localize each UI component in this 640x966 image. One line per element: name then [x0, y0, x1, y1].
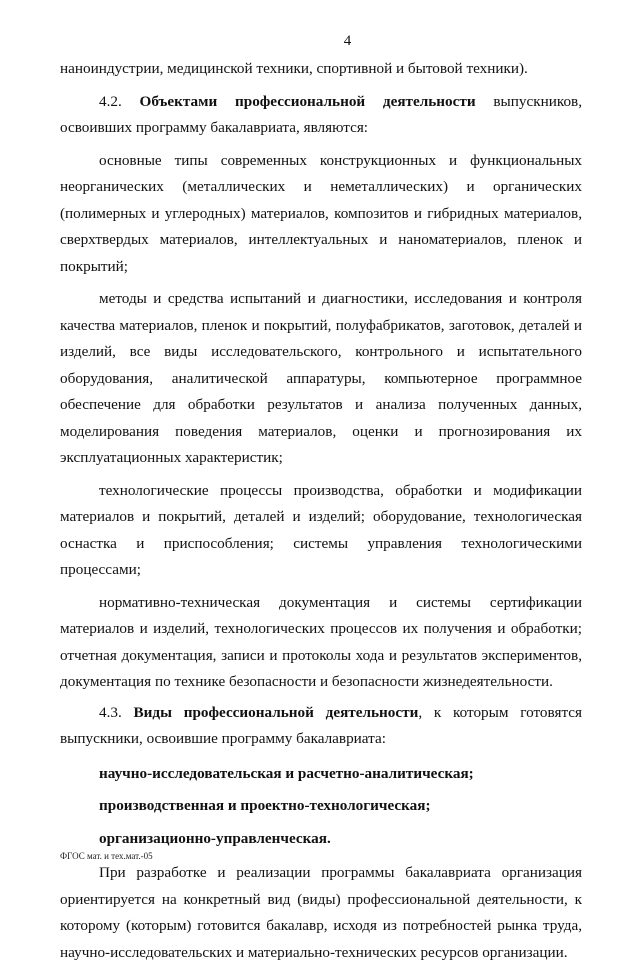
activity-type-research: научно-исследовательская и расчетно-аналитическая;	[99, 764, 474, 782]
section-4-3-intro	[60, 700, 582, 753]
section-heading-activity-types: Виды профессиональной деятельности	[133, 703, 419, 721]
section-text: , к которым готовятся выпускники, освоившие программу бакалавриата:	[60, 703, 582, 747]
section-heading-objects: Объектами профессиональной деятельности	[139, 92, 476, 110]
paragraph-program-orientation: При разработке и реализации программы бакалавриата организация ориентируется на конкретный вид (виды) профессиональной деятельности, к которому (которым) готовится бакалавр, исходя из потребностей рынка труда, научно-исследовательских и материально-технических ресурсов организации.	[60, 864, 582, 961]
paragraph-documentation: нормативно-техническая документация и системы сертификации материалов и изделий, технологических процессов их получения и обработки; отчетная документация, записи и протоколы хода и результатов экспериментов, документация по технике безопасности и безопасности жизнедеятельности.	[60, 593, 582, 690]
section-4-2-intro	[60, 89, 582, 142]
paragraph-testing-methods: методы и средства испытаний и диагностики, исследования и контроля качества материалов, пленок и покрытий, полуфабрикатов, заготовок, деталей и изделий, все виды исследовательского, контрольного и испытательного оборудования, аналитической аппаратуры, компьютерное программное обеспечение для обработки результатов и анализа полученных данных, моделирования поведения материалов, оценки и прогнозирования их эксплуатационных характеристик;	[60, 290, 582, 466]
activity-type-production: производственная и проектно-технологическая;	[99, 797, 431, 814]
section-number: 4.3.	[99, 703, 134, 721]
section-number: 4.2.	[99, 92, 140, 110]
paragraph-material-types: основные типы современных конструкционных и функциональных неорганических (металлических и неметаллических) и органических (полимерных и углеродных) материалов, композитов и гибридных материалов, сверхтвердых материалов, интеллектуальных и наноматериалов, пленок и покрытий;	[60, 151, 582, 275]
page-number: 4	[343, 33, 352, 49]
section-text: выпускников, освоивших программу бакалавриата, являются:	[60, 92, 582, 136]
document-body	[60, 56, 582, 966]
paragraph-technological-processes: технологические процессы производства, обработки и модификации материалов и покрытий, деталей и изделий; оборудование, технологическая оснастка и приспособления; системы управления технологическими процессами;	[60, 481, 582, 578]
paragraph-continuation: наноиндустрии, медицинской техники, спортивной и бытовой техники).	[60, 60, 528, 77]
footer-document-code: ФГОС мат. и тех.мат.-05	[60, 851, 153, 861]
activity-type-management: организационно-управленческая.	[99, 829, 331, 847]
